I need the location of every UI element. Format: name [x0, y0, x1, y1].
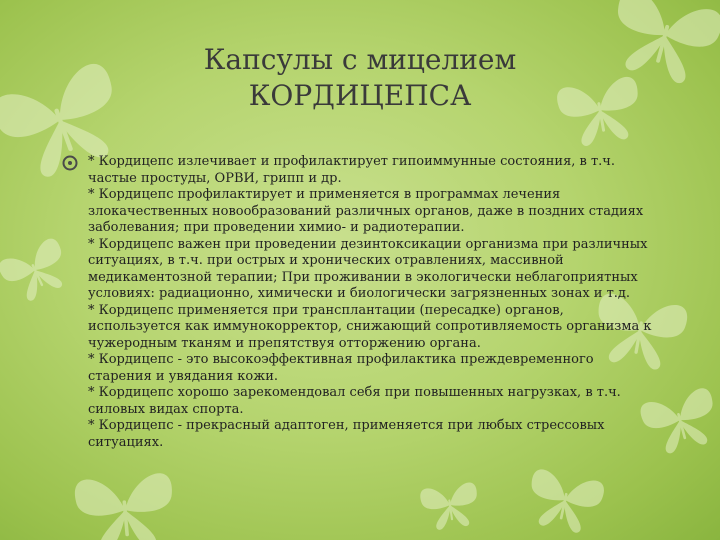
paragraph: * Кордицепс применяется при трансплантации (пересадке) органов, используется как иммунокорректор, снижающий сопротивляемость организма к чужеродным тканям и препятствуя отторжению органа.	[88, 302, 652, 351]
paragraph: * Кордицепс профилактирует и применяется в программах лечения злокачественных новообразований различных органов, даже в поздних стадиях заболевания; при проведении химио- и радиотерапии.	[88, 187, 644, 235]
paragraph: * Кордицепс - прекрасный адаптоген, применяется при любых стрессовых ситуациях.	[88, 418, 605, 450]
butterfly-decoration	[603, 0, 720, 90]
paragraph: * Кордицепс важен при проведении дезинтоксикации организма при различных ситуациях, в т.ч. при острых и хронических отравлениях, массивной медикаментозной терапии; При проживании в экологически неблагоприятных условиях: радиационно, химически и биологически загрязненных зонах и т.д.	[88, 236, 648, 301]
butterfly-decoration	[419, 482, 481, 532]
slide-title-line1: Капсулы с мицелием	[203, 43, 517, 76]
paragraph: * Кордицепс излечивает и профилактирует гипоиммунные состояния, в т.ч. частые простуды, ОРВИ, грипп и др.	[88, 154, 616, 186]
slide-title	[150, 42, 570, 114]
circled-bullet-icon	[62, 155, 78, 171]
paragraph: * Кордицепс хорошо зарекомендовал себя при повышенных нагрузках, в т.ч. силовых видах спорта.	[88, 385, 621, 417]
butterfly-decoration	[74, 472, 177, 540]
slide-title-line2: КОРДИЦЕПСА	[248, 79, 472, 112]
butterfly-decoration	[0, 236, 76, 308]
paragraph: * Кордицепс - это высокоэффективная профилактика преждевременного старения и увядания кожи.	[88, 352, 594, 384]
slide-body	[88, 154, 658, 451]
butterfly-decoration	[523, 468, 606, 537]
